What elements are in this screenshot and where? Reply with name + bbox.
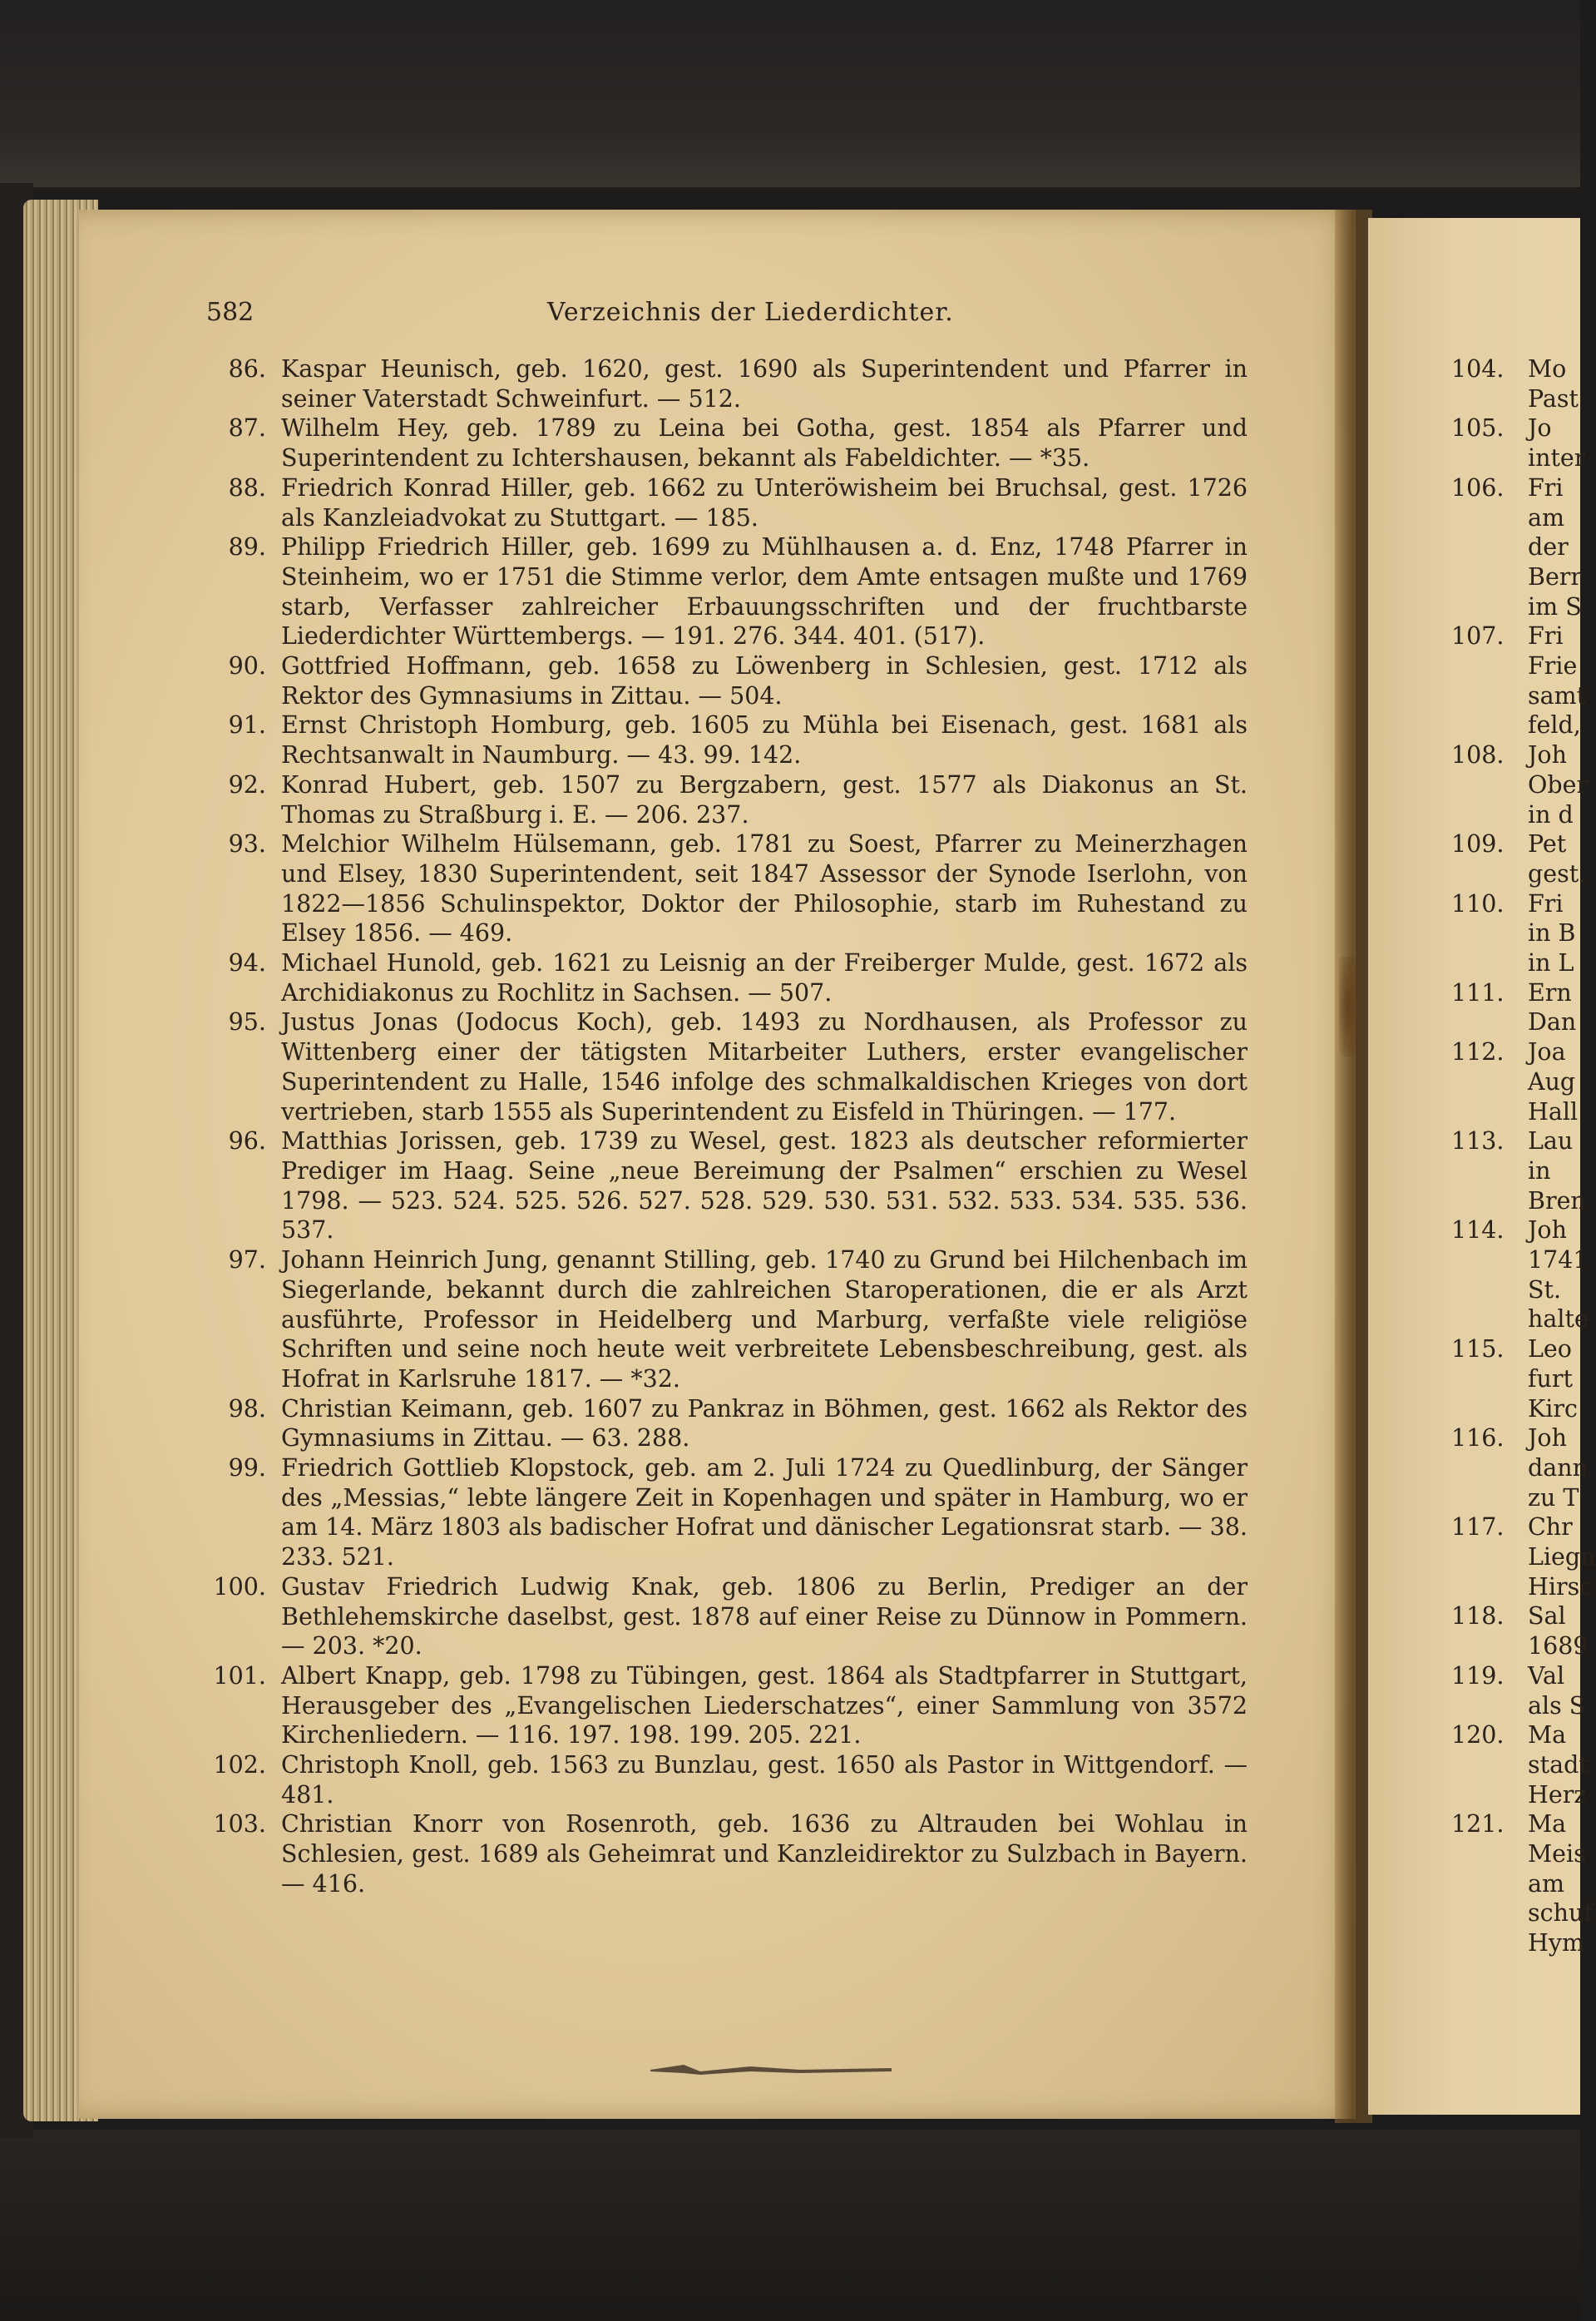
right-entry-fragment: in L xyxy=(1528,949,1574,977)
entry-number: 93. xyxy=(228,830,266,859)
entry-number: 90. xyxy=(228,652,266,680)
poet-entry xyxy=(212,1394,1248,1453)
right-entry-fragment: Chr xyxy=(1528,1513,1573,1542)
right-entry-fragment: Ober xyxy=(1528,770,1589,799)
entry-text: Matthias Jorissen, geb. 1739 zu Wesel, gest. 1823 als deutscher reformierter Prediger im Haag. Seine „neue Bereimung der Psalmen“ erschien zu Wesel 1798. — 523. 524. 525. 526. 527. 528. 529. 530. 531. 532. 533. 534. 535. 536. 537. xyxy=(281,1127,1248,1245)
entry-text: Gustav Friedrich Ludwig Knak, geb. 1806 zu Berlin, Prediger an der Bethlehemskirche daselbst, gest. 1878 auf einer Reise zu Dünnow in Pommern. — 203. *20. xyxy=(281,1572,1248,1660)
right-entry-fragment: Fri xyxy=(1528,889,1564,918)
right-entry-fragment: halte xyxy=(1528,1305,1589,1334)
right-entry-number: 104. xyxy=(1451,355,1505,383)
entry-number: 101. xyxy=(213,1661,266,1690)
right-entry-fragment: Pet xyxy=(1528,830,1567,859)
right-entry-fragment: Ma xyxy=(1528,1810,1567,1838)
entry-number: 91. xyxy=(228,711,266,740)
right-entry-fragment: Joh xyxy=(1528,1216,1567,1245)
right-entry-fragment: in xyxy=(1528,1156,1551,1185)
background-bottom xyxy=(0,2130,1580,2321)
right-entry-fragment: Past xyxy=(1528,384,1579,413)
entry-number: 100. xyxy=(213,1572,266,1601)
poet-entry xyxy=(212,829,1248,948)
right-entry-number: 106. xyxy=(1451,473,1505,502)
right-entry-fragment: Herz xyxy=(1528,1780,1587,1809)
page-header xyxy=(206,298,1254,339)
right-entry-number: 110. xyxy=(1451,889,1505,918)
entry-text: Johann Heinrich Jung, genannt Stilling, geb. 1740 zu Grund bei Hilchenbach im Siegerlande, bekannt durch die zahlreichen Staroperationen, die er als Arzt ausführte, Professor in Heidelberg und Marburg, verfaßte viele religiöse Schriften und seine noch heute weit verbreitete Lebensbeschreibung, gest. als Hofrat in Karlsruhe 1817. — *32. xyxy=(281,1246,1248,1393)
entry-text: Christian Keimann, geb. 1607 zu Pankraz in Böhmen, gest. 1662 als Rektor des Gymnasiums in Zittau. — 63. 288. xyxy=(281,1394,1248,1452)
entry-number: 89. xyxy=(228,533,266,562)
right-entry-fragment: schuf xyxy=(1528,1899,1593,1928)
entry-number: 94. xyxy=(228,949,266,977)
right-entry-fragment: dann xyxy=(1528,1453,1588,1482)
right-entry-fragment: Kirc xyxy=(1528,1394,1578,1423)
right-entry-fragment: in B xyxy=(1528,919,1576,948)
printer-ornament xyxy=(650,2061,892,2078)
right-page-text xyxy=(1451,354,1596,1958)
poet-entries xyxy=(212,354,1248,1899)
right-entry-number: 111. xyxy=(1451,978,1505,1007)
right-entry-fragment: stadt xyxy=(1528,1750,1589,1779)
entry-number: 99. xyxy=(228,1454,266,1482)
right-entry-fragment: Leo xyxy=(1528,1335,1572,1363)
right-entry-fragment: Berr xyxy=(1528,562,1583,591)
poet-entry xyxy=(212,1750,1248,1809)
right-entry-fragment: Jo xyxy=(1528,414,1552,443)
entry-text: Michael Hunold, geb. 1621 zu Leisnig an der Freiberger Mulde, gest. 1672 als Archidiakonus zu Rochlitz in Sachsen. — 507. xyxy=(281,949,1248,1007)
entry-text: Christian Knorr von Rosenroth, geb. 1636 zu Altrauden bei Wohlau in Schlesien, gest. 1689 als Geheimrat und Kanzleidirektor zu Sulzbach in Bayern. — 416. xyxy=(281,1810,1248,1898)
right-entry-fragment: Aug xyxy=(1528,1067,1576,1096)
entry-text: Gottfried Hoffmann, geb. 1658 zu Löwenberg in Schlesien, gest. 1712 als Rektor des Gymnasiums in Zittau. — 504. xyxy=(281,652,1248,710)
entry-text: Justus Jonas (Jodocus Koch), geb. 1493 zu Nordhausen, als Professor zu Wittenberg einer der tätigsten Mitarbeiter Luthers, erster evangelischer Superintendent zu Halle, 1546 infolge des schmalkaldischen Krieges von dort vertrieben, starb 1555 als Superintendent zu Eisfeld in Thüringen. — 177. xyxy=(281,1008,1248,1126)
right-entry-fragment: Val xyxy=(1528,1661,1565,1690)
right-entry-fragment: zu T xyxy=(1528,1483,1579,1512)
poet-entry xyxy=(212,413,1248,473)
right-entry-fragment: Mo xyxy=(1528,355,1567,383)
entry-number: 96. xyxy=(228,1127,266,1156)
right-entry-number: 119. xyxy=(1451,1661,1505,1690)
poet-entry xyxy=(212,473,1248,532)
right-entry-fragment: Meis xyxy=(1528,1840,1586,1868)
right-entry-number: 107. xyxy=(1451,622,1505,651)
right-entry-fragment: gest. xyxy=(1528,859,1587,888)
right-entry-fragment: Lau xyxy=(1528,1127,1574,1156)
right-entry-number: 116. xyxy=(1451,1424,1505,1452)
right-entry-fragment: samt xyxy=(1528,681,1587,710)
right-entry-fragment: als S xyxy=(1528,1691,1586,1720)
page-number: 582 xyxy=(206,298,254,327)
entry-text: Philipp Friedrich Hiller, geb. 1699 zu Mühlhausen a. d. Enz, 1748 Pfarrer in Steinheim, wo er 1751 die Stimme verlor, dem Amte entsagen mußte und 1769 starb, Verfasser zahlreicher Erbauungsschriften und der fruchtbarste Liederdichter Württembergs. — 191. 276. 344. 401. (517). xyxy=(281,533,1248,651)
book-gutter xyxy=(1335,210,1372,2123)
poet-entry xyxy=(212,1809,1248,1898)
entry-number: 87. xyxy=(228,414,266,443)
right-entry-fragment: Hym xyxy=(1528,1929,1584,1957)
poet-entry xyxy=(212,1661,1248,1750)
right-entry-fragment: Ern xyxy=(1528,978,1572,1007)
poet-entry xyxy=(212,532,1248,651)
entry-text: Ernst Christoph Homburg, geb. 1605 zu Mühla bei Eisenach, gest. 1681 als Rechtsanwalt in Naumburg. — 43. 99. 142. xyxy=(281,711,1248,770)
right-entry-fragment: St. xyxy=(1528,1275,1562,1304)
poet-entry xyxy=(212,948,1248,1007)
right-entry-fragment: Fri xyxy=(1528,622,1564,651)
entry-number: 92. xyxy=(228,770,266,799)
entry-text: Wilhelm Hey, geb. 1789 zu Leina bei Gotha, gest. 1854 als Pfarrer und Superintendent zu Ichtershausen, bekannt als Fabeldichter. — *35. xyxy=(281,414,1248,473)
entry-text: Melchior Wilhelm Hülsemann, geb. 1781 zu Soest, Pfarrer zu Meinerzhagen und Elsey, 1830 Superintendent, seit 1847 Assessor der Synode Iserlohn, von 1822—1856 Schulinspektor, Doktor der Philosophie, starb im Ruhestand zu Elsey 1856. — 469. xyxy=(281,830,1248,948)
poet-entry xyxy=(212,1126,1248,1245)
right-entry-number: 114. xyxy=(1451,1216,1505,1245)
right-entry-number: 108. xyxy=(1451,741,1505,770)
right-entry-number: 105. xyxy=(1451,414,1505,443)
right-entry-number: 121. xyxy=(1451,1810,1505,1838)
entry-number: 88. xyxy=(228,473,266,502)
background-top xyxy=(0,0,1580,187)
paper-stain xyxy=(1339,957,1357,1057)
right-entry-number: 117. xyxy=(1451,1513,1505,1542)
running-title: Verzeichnis der Liederdichter. xyxy=(547,298,954,327)
right-entry-fragment: Frie xyxy=(1528,652,1578,680)
right-entry-fragment: 1741 xyxy=(1528,1246,1589,1274)
poet-entry xyxy=(212,651,1248,710)
right-entry-number: 118. xyxy=(1451,1602,1505,1631)
poet-entry xyxy=(212,710,1248,770)
right-entry-fragment: feld, xyxy=(1528,711,1581,740)
right-entry-fragment: Dan xyxy=(1528,1008,1577,1037)
poet-entry xyxy=(212,1572,1248,1661)
entry-number: 95. xyxy=(228,1008,266,1037)
poet-entry xyxy=(212,1453,1248,1572)
right-entry-fragment: Ma xyxy=(1528,1721,1567,1749)
entry-number: 98. xyxy=(228,1394,266,1423)
poet-entry xyxy=(212,1007,1248,1126)
poet-entry xyxy=(212,1245,1248,1394)
entry-text: Konrad Hubert, geb. 1507 zu Bergzabern, gest. 1577 als Diakonus an St. Thomas zu Straßburg i. E. — 206. 237. xyxy=(281,770,1248,829)
right-entry-number: 120. xyxy=(1451,1721,1505,1749)
right-entry-fragment: am xyxy=(1528,1869,1565,1898)
right-entry-fragment: Joh xyxy=(1528,741,1567,770)
right-entry-fragment: Joh xyxy=(1528,1424,1567,1452)
entry-text: Christoph Knoll, geb. 1563 zu Bunzlau, gest. 1650 als Pastor in Wittgendorf. — 481. xyxy=(281,1751,1248,1809)
entry-text: Kaspar Heunisch, geb. 1620, gest. 1690 als Superintendent und Pfarrer in seiner Vaterstadt Schweinfurt. — 512. xyxy=(281,355,1248,413)
right-entry-number: 113. xyxy=(1451,1127,1505,1156)
right-entry-fragment: 1689 xyxy=(1528,1632,1589,1660)
right-entry-number: 109. xyxy=(1451,830,1505,859)
right-entry-fragment: Hall xyxy=(1528,1097,1579,1126)
entry-number: 103. xyxy=(213,1810,266,1838)
poet-entry xyxy=(212,354,1248,413)
right-entry-fragment: der xyxy=(1528,533,1569,562)
right-entry-fragment: Joa xyxy=(1528,1038,1566,1066)
right-entry-fragment: Hirsc xyxy=(1528,1572,1594,1601)
entry-number: 97. xyxy=(228,1246,266,1274)
entry-number: 86. xyxy=(228,355,266,383)
right-entry-fragment: inter xyxy=(1528,444,1586,473)
entry-text: Friedrich Gottlieb Klopstock, geb. am 2. Juli 1724 zu Quedlinburg, der Sänger des „Messias,“ lebte längere Zeit in Kopenhagen und später in Hamburg, wo er am 14. März 1803 als badischer Hofrat und dänischer Legationsrat starb. — 38. 233. 521. xyxy=(281,1454,1248,1571)
entry-number: 102. xyxy=(213,1751,266,1779)
right-entry-fragment: am xyxy=(1528,503,1565,532)
right-entry-fragment: Bren xyxy=(1528,1186,1586,1215)
right-entry-fragment: Liegn xyxy=(1528,1543,1596,1571)
right-entry-number: 115. xyxy=(1451,1335,1505,1363)
right-entry-fragment: furt xyxy=(1528,1364,1573,1393)
right-entry-fragment: im S xyxy=(1528,592,1582,621)
right-entry-number: 112. xyxy=(1451,1038,1505,1066)
right-entry-fragment: Sal xyxy=(1528,1602,1566,1631)
entry-text: Albert Knapp, geb. 1798 zu Tübingen, gest. 1864 als Stadtpfarrer in Stuttgart, Herausgeber des „Evangelischen Liederschatzes“, einer Sammlung von 3572 Kirchenliedern. — 116. 197. 198. 199. 205. 221. xyxy=(281,1661,1248,1749)
right-entry-fragment: Fri xyxy=(1528,473,1564,502)
poet-entry xyxy=(212,770,1248,829)
right-entry-fragment: in d xyxy=(1528,800,1574,829)
entry-text: Friedrich Konrad Hiller, geb. 1662 zu Unteröwisheim bei Bruchsal, gest. 1726 als Kanzleiadvokat zu Stuttgart. — 185. xyxy=(281,473,1248,532)
